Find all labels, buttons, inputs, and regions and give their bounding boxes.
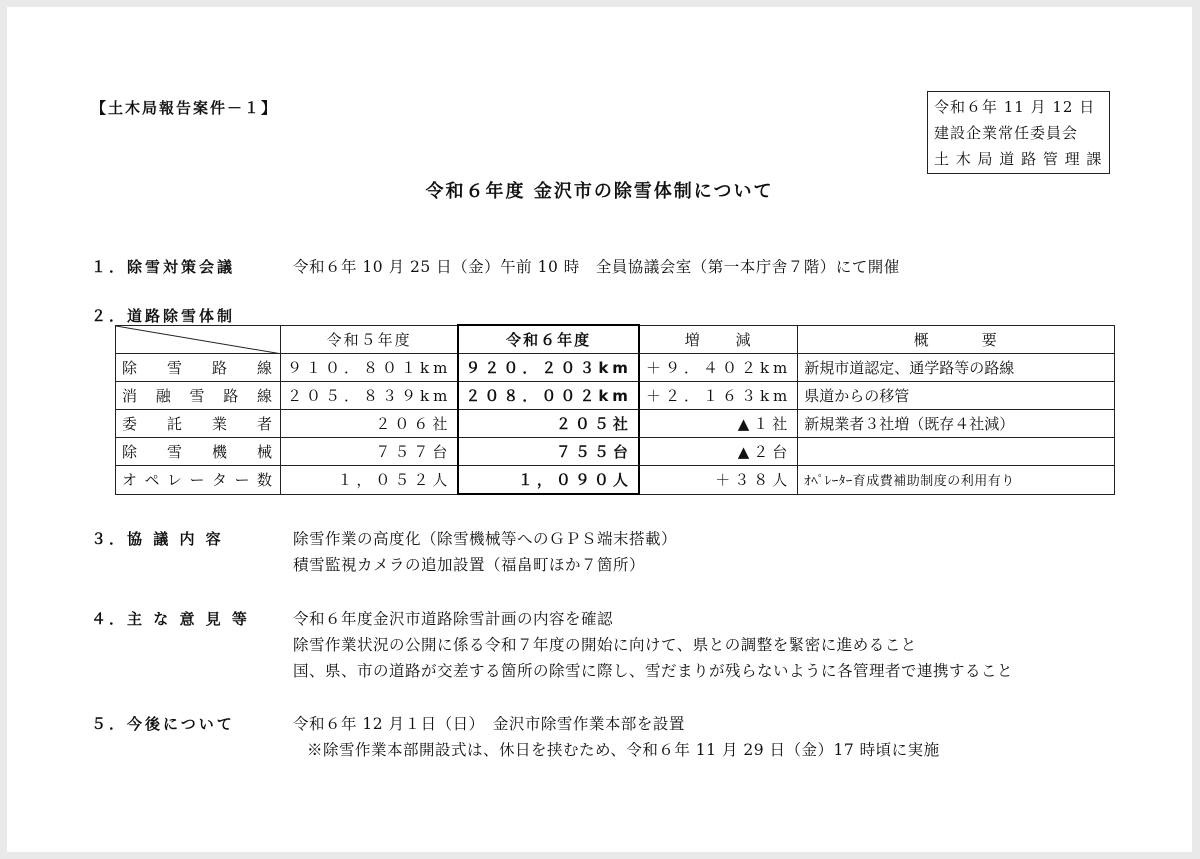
table-row <box>116 410 1115 438</box>
row-label: 除雪機械 <box>116 438 281 466</box>
section-4-line: 国、県、市の道路が交差する箇所の除雪に際し、雪だまりが残らないように各管理者で連携すること <box>293 662 1014 680</box>
cell-r5: ２０５．８３９km <box>281 382 459 410</box>
cell-change: ＋３８人 <box>639 466 798 495</box>
section-1-heading: １．除雪対策会議 <box>91 258 236 276</box>
row-label: 委託業者 <box>116 410 281 438</box>
cell-r5: ２０６社 <box>281 410 459 438</box>
cell-summary: 新規業者３社増（既存４社減） <box>798 410 1115 438</box>
section-1-text: 令和６年 10 月 25 日（金）午前 10 時 全員協議会室（第一本庁舎７階）にて開催 <box>293 258 900 276</box>
section-5-heading: ５．今後について <box>91 715 235 733</box>
section-4-line: 令和６年度金沢市道路除雪計画の内容を確認 <box>293 610 614 628</box>
table-header-row <box>116 325 1115 354</box>
section-4-heading: ４．主 な 意 見 等 <box>91 610 250 628</box>
cell-summary: 県道からの移管 <box>798 382 1115 410</box>
diagonal-header-cell <box>116 325 281 354</box>
date-line: 令和６年 11 月 12 日 <box>934 98 1096 116</box>
cell-r5: ９１０．８０１km <box>281 354 459 382</box>
section-3-line: 除雪作業の高度化（除雪機械等へのＧＰＳ端末搭載） <box>293 530 678 548</box>
cell-r6: ２０５社 <box>458 410 639 438</box>
cell-r6: １，０９０人 <box>458 466 639 495</box>
report-tag: 【土木局報告案件－１】 <box>91 99 279 117</box>
table-row <box>116 438 1115 466</box>
cell-r5: １，０５２人 <box>281 466 459 495</box>
section-5-note: ※除雪作業本部開設式は、休日を挟むため、令和６年 11 月 29 日（金）17 時頃に実施 <box>307 741 940 759</box>
cell-r6: ７５５台 <box>458 438 639 466</box>
cell-change: ▲１社 <box>639 410 798 438</box>
row-label: オペレーター数 <box>116 466 281 495</box>
header-r5: 令和５年度 <box>281 325 459 354</box>
section-4-line: 除雪作業状況の公開に係る令和７年度の開始に向けて、県との調整を緊密に進めること <box>293 636 917 654</box>
snow-removal-table <box>115 324 1115 495</box>
diagonal-line <box>116 326 282 354</box>
section-3-heading: ３．協 議 内 容 <box>91 530 224 548</box>
header-r6: 令和６年度 <box>458 325 639 354</box>
date-box <box>927 91 1110 174</box>
header-change: 増 減 <box>639 325 798 354</box>
section-2-heading: ２．道路除雪体制 <box>91 307 236 325</box>
cell-change: ▲２台 <box>639 438 798 466</box>
table-row <box>116 382 1115 410</box>
cell-summary: 新規市道認定、通学路等の路線 <box>798 354 1115 382</box>
section-3-line: 積雪監視カメラの追加設置（福畠町ほか７箇所） <box>293 556 646 574</box>
document-title: 令和６年度 金沢市の除雪体制について <box>425 181 774 202</box>
cell-r6: ９２０．２０３km <box>458 354 639 382</box>
cell-summary: ｵﾍﾟﾚｰﾀｰ育成費補助制度の利用有り <box>798 466 1115 495</box>
cell-change: ＋９．４０２km <box>639 354 798 382</box>
row-label: 消融雪路線 <box>116 382 281 410</box>
table-row <box>116 466 1115 495</box>
document-page <box>7 7 1192 852</box>
department-line: 土 木 局 道 路 管 理 課 <box>934 150 1103 168</box>
cell-summary <box>798 438 1115 466</box>
committee-line: 建設企業常任委員会 <box>934 124 1079 142</box>
cell-r6: ２０８．００２km <box>458 382 639 410</box>
header-summary: 概 要 <box>798 325 1115 354</box>
table-row <box>116 354 1115 382</box>
cell-r5: ７５７台 <box>281 438 459 466</box>
section-5-line: 令和６年 12 月１日（日） 金沢市除雪作業本部を設置 <box>293 715 685 733</box>
cell-change: ＋２．１６３km <box>639 382 798 410</box>
row-label: 除雪路線 <box>116 354 281 382</box>
